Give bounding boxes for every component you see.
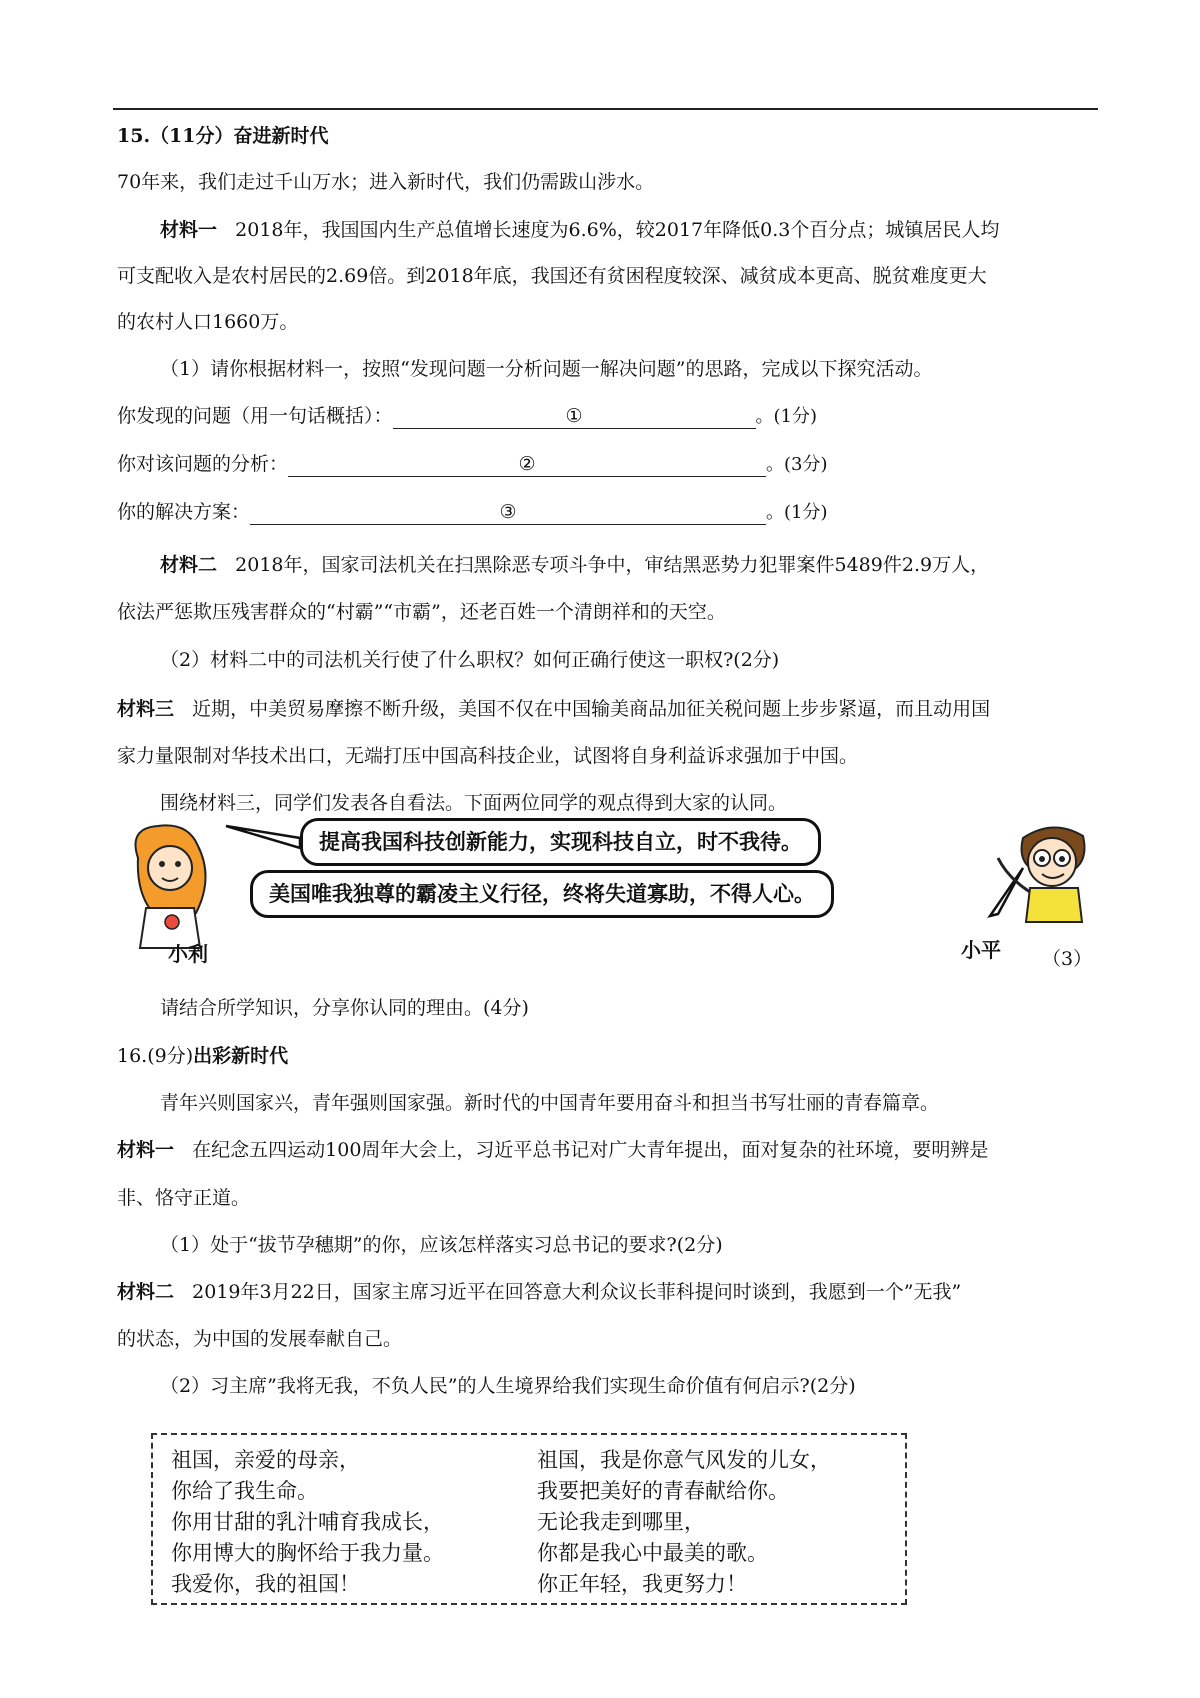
- q15-material2-line1: [160, 553, 1100, 577]
- fill3-mark: ③: [499, 501, 517, 523]
- q15-fill1: [117, 404, 1100, 429]
- q15-intro: 70年来，我们走过千山万水；进入新时代，我们仍需跋山涉水。: [117, 171, 655, 193]
- poem-box: [151, 1433, 907, 1605]
- q16-material1-label: 材料一: [117, 1139, 175, 1161]
- fill1-mark: ①: [565, 405, 583, 427]
- name-xiaoping: 小平: [961, 938, 1001, 962]
- poem-left-line: 祖国，亲爱的母亲，: [171, 1448, 360, 1472]
- poem-right-line: 你都是我心中最美的歌。: [537, 1541, 768, 1565]
- poem-left-line: 我爱你，我的祖国！: [171, 1572, 360, 1596]
- q15-heading: 15.（11分）奋进新时代: [117, 125, 329, 147]
- fill3-blank[interactable]: [250, 500, 766, 525]
- q15-material1-line3: 的农村人口1660万。: [117, 311, 299, 333]
- q15-material2-label: 材料二: [160, 554, 218, 576]
- poem-right-line: 我要把美好的青春献给你。: [537, 1479, 789, 1503]
- q15-material3-text1: 近期，中美贸易摩擦不断升级，美国不仅在中国输美商品加征关税问题上步步紧逼，而且动用国: [192, 698, 991, 720]
- q16-material1-line1: [117, 1138, 1100, 1162]
- cartoon-illustration: [118, 818, 1108, 970]
- poem-right-line: 无论我走到哪里，: [537, 1510, 705, 1534]
- speech-bubble-2: 美国唯我独尊的霸凌主义行径，终将失道寡助，不得人心。: [250, 870, 834, 918]
- poem-left-line: 你给了我生命。: [171, 1479, 318, 1503]
- sub3-number: （3）: [1042, 948, 1093, 970]
- q15-material1-line2: 可支配收入是农村居民的2.69倍。到2018年底，我国还有贫困程度较深、减贫成本更高、脱贫难度更大: [117, 265, 987, 287]
- q15-material3-label: 材料三: [117, 698, 175, 720]
- q15-material2-text1: 2018年，国家司法机关在扫黑除恶专项斗争中，审结黑恶势力犯罪案件5489件2.9万人，: [235, 554, 990, 576]
- q16-material1-line2: 非、恪守正道。: [117, 1187, 251, 1209]
- fill2-blank[interactable]: [288, 452, 766, 477]
- q16-heading-number: 16.(9分): [117, 1045, 194, 1067]
- q15-material1-line1: [160, 218, 1100, 242]
- q16-heading-title: 出彩新时代: [193, 1045, 289, 1067]
- poem-right-column: [537, 1445, 831, 1600]
- fill2-points: 。(3分): [766, 454, 828, 475]
- header-rule: [113, 108, 1098, 110]
- q16-material2-text1: 2019年3月22日，国家主席习近平在回答意大利众议长菲科提问时谈到，我愿到一个”无我”: [192, 1281, 962, 1303]
- fill2-label: 你对该问题的分析：: [117, 453, 289, 475]
- q15-material3-line1: [117, 697, 1100, 721]
- fill3-points: 。(1分): [766, 502, 828, 523]
- q15-material3-line2: 家力量限制对华技术出口，无端打压中国高科技企业，试图将自身利益诉求强加于中国。: [117, 745, 859, 767]
- poem-left-line: 你用博大的胸怀给于我力量。: [171, 1541, 444, 1565]
- q15-material2-line2: 依法严惩欺压残害群众的“村霸”“市霸”，还老百姓一个清朗祥和的天空。: [117, 601, 726, 623]
- fill1-label: 你发现的问题（用一句话概括）：: [117, 405, 393, 427]
- fill1-blank[interactable]: [393, 404, 756, 429]
- poem-right-line: 祖国，我是你意气风发的儿女，: [537, 1448, 831, 1472]
- q15-sub3: 请结合所学知识，分享你认同的理由。(4分): [160, 997, 529, 1019]
- fill2-mark: ②: [518, 453, 536, 475]
- q15-material3-follow: 围绕材料三，同学们发表各自看法。下面两位同学的观点得到大家的认同。: [160, 792, 788, 814]
- fill3-label: 你的解决方案：: [117, 501, 251, 523]
- q16-material2-line2: 的状态，为中国的发展奉献自己。: [117, 1328, 403, 1350]
- q16-sub1: （1）处于“拔节孕穗期”的你，应该怎样落实习总书记的要求?(2分): [160, 1234, 723, 1256]
- q16-sub2: （2）习主席”我将无我，不负人民”的人生境界给我们实现生命价值有何启示?(2分): [160, 1375, 856, 1397]
- q15-sub2: （2）材料二中的司法机关行使了什么职权？如何正确行使这一职权?(2分): [160, 649, 780, 671]
- q15-fill3: [117, 500, 1100, 525]
- boy-figure: [998, 827, 1084, 922]
- poem-left-column: [171, 1445, 444, 1600]
- poem-right-line: 你正年轻，我更努力！: [537, 1572, 747, 1596]
- q15-material1-label: 材料一: [160, 219, 218, 241]
- speech-bubble-1: 提高我国科技创新能力，实现科技自立，时不我待。: [300, 818, 821, 866]
- name-xiaoli: 小利: [168, 942, 208, 966]
- q16-intro: 青年兴则国家兴，青年强则国家强。新时代的中国青年要用奋斗和担当书写壮丽的青春篇章。: [160, 1092, 940, 1114]
- q15-sub1: （1）请你根据材料一，按照“发现问题一分析问题一解决问题”的思路，完成以下探究活动。: [160, 358, 933, 380]
- girl-figure: [136, 825, 206, 948]
- q15-material1-text1: 2018年，我国国内生产总值增长速度为6.6%，较2017年降低0.3个百分点；城镇居民人均: [235, 219, 1000, 241]
- q15-fill2: [117, 452, 1100, 477]
- q16-heading: [117, 1044, 1100, 1068]
- poem-left-line: 你用甘甜的乳汁哺育我成长，: [171, 1510, 444, 1534]
- fill1-points: 。(1分): [755, 406, 818, 427]
- q16-material2-label: 材料二: [117, 1281, 175, 1303]
- q16-material1-text1: 在纪念五四运动100周年大会上，习近平总书记对广大青年提出，面对复杂的社环境，要明辨是: [192, 1139, 989, 1161]
- q16-material2-line1: [117, 1280, 1100, 1304]
